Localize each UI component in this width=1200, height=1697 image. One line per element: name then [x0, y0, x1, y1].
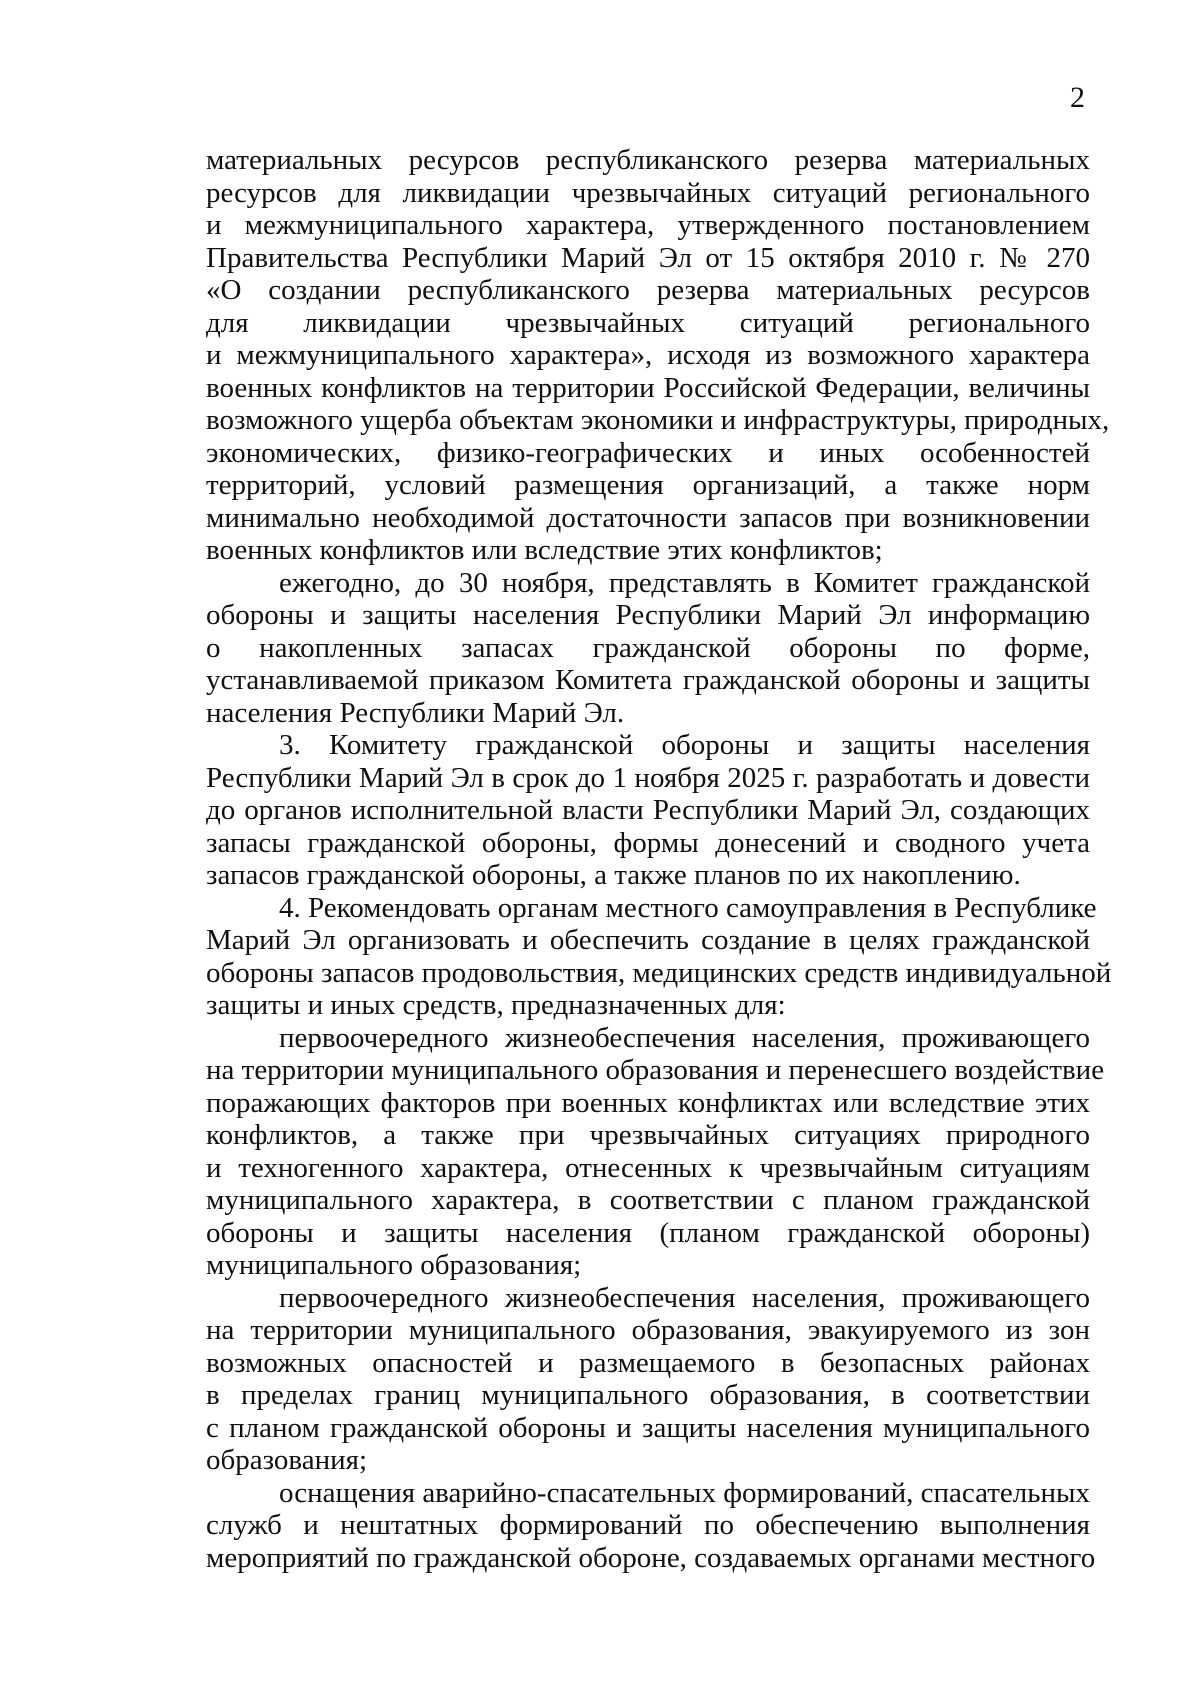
text-line: материальных ресурсов республиканского резерва материальных — [206, 144, 1090, 176]
text-line: о накопленных запасах гражданской обороны по форме, — [206, 631, 1090, 664]
text-line: с планом гражданской обороны и защиты населения муниципального — [206, 1411, 1090, 1444]
text-line: оснащения аварийно-спасательных формирований, спасательных — [279, 1476, 1091, 1509]
text-line: Марий Эл организовать и обеспечить создание в целях гражданской — [206, 924, 1090, 956]
text-line: первоочередного жизнеобеспечения населения, проживающего — [279, 1021, 1090, 1054]
text-line: муниципального характера, в соответствии с планом гражданской — [206, 1184, 1090, 1216]
paragraph — [206, 891, 1112, 1022]
text-line: устанавливаемой приказом Комитета гражданской обороны и защиты — [206, 664, 1090, 696]
text-line: запасы гражданской обороны, формы донесений и сводного учета — [206, 826, 1090, 859]
text-line: военных конфликтов или вследствие этих конфликтов; — [206, 534, 883, 566]
text-line: экономических, физико-географических и иных особенностей — [206, 436, 1090, 469]
paragraph — [206, 1476, 1096, 1575]
text-line: обороны и защиты населения (планом гражданской обороны) — [206, 1216, 1090, 1249]
paragraph — [206, 144, 1110, 567]
text-line: ресурсов для ликвидации чрезвычайных ситуаций регионального — [206, 176, 1090, 209]
text-line: конфликтов, а также при чрезвычайных ситуациях природного — [206, 1119, 1090, 1151]
text-line: военных конфликтов на территории Российской Федерации, величины — [206, 371, 1090, 404]
text-line: и межмуниципального характера, утвержденного постановлением — [206, 209, 1090, 241]
text-line: 4. Рекомендовать органам местного самоуправления в Республике — [279, 891, 1097, 924]
paragraph — [206, 567, 1090, 730]
text-line: и межмуниципального характера», исходя из возможного характера — [206, 339, 1090, 371]
text-line: возможного ущерба объектам экономики и инфраструктуры, природных, — [206, 404, 1110, 436]
text-line: и техногенного характера, отнесенных к чрезвычайным ситуациям — [206, 1151, 1090, 1184]
text-line: на территории муниципального образования, эвакуируемого из зон — [206, 1314, 1090, 1346]
document-body — [206, 144, 1112, 1574]
text-line: обороны и защиты населения Республики Марий Эл информацию — [206, 599, 1090, 631]
text-line: образования; — [206, 1444, 368, 1476]
paragraph — [206, 1282, 1090, 1477]
text-line: минимально необходимой достаточности запасов при возникновении — [206, 501, 1090, 534]
text-line: поражающих факторов при военных конфликтах или вследствие этих — [206, 1086, 1090, 1119]
text-line: Республики Марий Эл в срок до 1 ноября 2025 г. разработать и довести — [206, 761, 1090, 794]
text-line: Правительства Республики Марий Эл от 15 октября 2010 г. № 270 — [206, 241, 1090, 274]
text-line: мероприятий по гражданской обороне, создаваемых органами местного — [206, 1541, 1096, 1574]
text-line: первоочередного жизнеобеспечения населения, проживающего — [279, 1281, 1090, 1314]
text-line: муниципального образования; — [206, 1249, 582, 1281]
page-number: 2 — [1070, 81, 1085, 114]
text-line: «О создании республиканского резерва материальных ресурсов — [206, 274, 1090, 306]
text-line: возможных опасностей и размещаемого в безопасных районах — [206, 1346, 1090, 1379]
text-line: населения Республики Марий Эл. — [206, 696, 625, 729]
text-line: в пределах границ муниципального образования, в соответствии — [206, 1379, 1090, 1411]
text-line: для ликвидации чрезвычайных ситуаций регионального — [206, 306, 1090, 339]
paragraph — [206, 1021, 1105, 1282]
text-line: территорий, условий размещения организаций, а также норм — [206, 469, 1090, 501]
paragraph — [206, 729, 1090, 892]
text-line: до органов исполнительной власти Республики Марий Эл, создающих — [206, 794, 1090, 826]
text-line: защиты и иных средств, предназначенных для: — [206, 989, 786, 1021]
text-line: служб и нештатных формирований по обеспечению выполнения — [206, 1509, 1090, 1541]
text-line: запасов гражданской обороны, а также планов по их накоплению. — [206, 859, 1021, 891]
text-line: 3. Комитету гражданской обороны и защиты населения — [279, 729, 1090, 761]
text-line: обороны запасов продовольствия, медицинских средств индивидуальной — [206, 956, 1112, 989]
text-line: на территории муниципального образования и перенесшего воздействие — [206, 1054, 1105, 1086]
text-line: ежегодно, до 30 ноября, представлять в Комитет гражданской — [279, 566, 1090, 599]
